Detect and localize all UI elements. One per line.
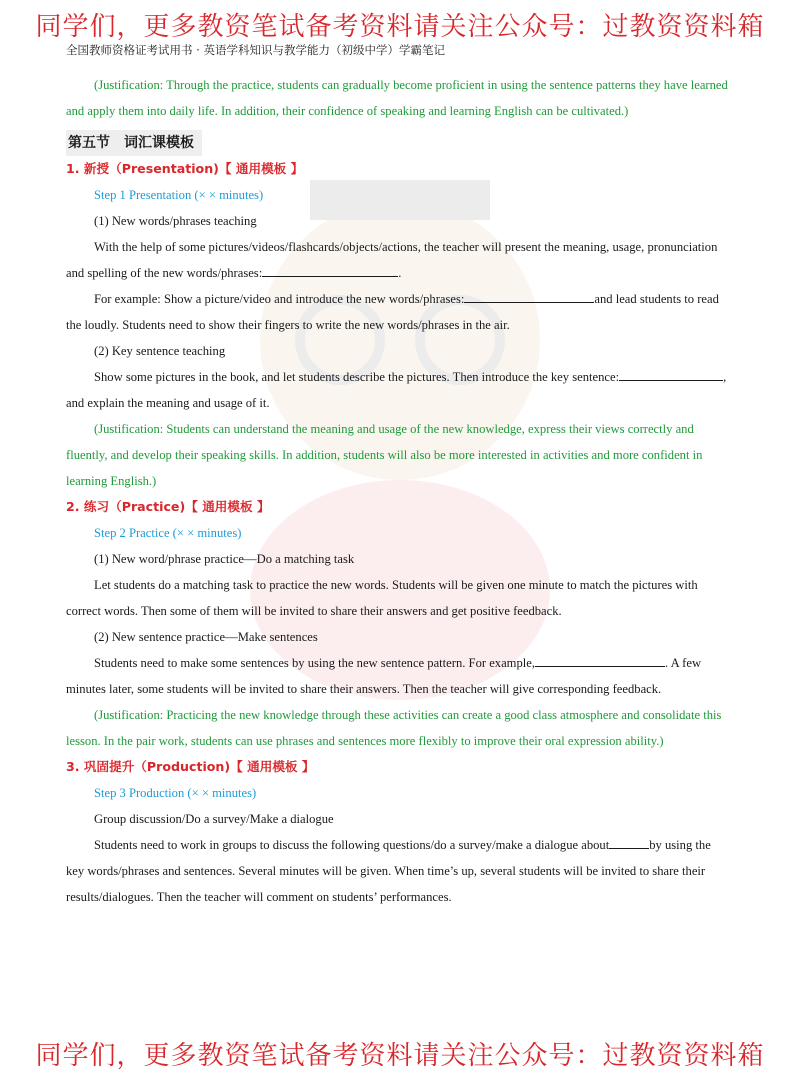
- promo-banner-bottom: 同学们，更多教资笔试备考资料请关注公众号：过教资资料箱: [35, 1041, 765, 1071]
- promo-banner-top: 同学们，更多教资笔试备考资料请关注公众号：过教资资料箱: [35, 12, 765, 42]
- key-sentence-subheading: (2) Key sentence teaching: [94, 344, 226, 358]
- production-subheading: Group discussion/Do a survey/Make a dialogue: [94, 812, 334, 826]
- practice-paragraph-2: [66, 650, 732, 702]
- presentation-paragraph-1: With the help of some pictures/videos/flashcards/objects/actions, the teacher will present the meaning, usage, pronunciation and spelling of the new words/phrases: .: [66, 240, 718, 280]
- answer-blank: [619, 366, 723, 381]
- production-heading: 3. 巩固提升（Production)【 通用模板 】: [66, 759, 315, 774]
- practice-text-2b: . A few minutes later, some students will be invited to share their answers. Then the teacher will give corresponding feedback.: [66, 656, 702, 696]
- presentation-text-3a: Show some pictures in the book, and let students describe the pictures. Then introduce the key sentence:: [94, 370, 620, 384]
- presentation-text-2a: For example: Show a picture/video and introduce the new words/phrases:: [94, 292, 465, 306]
- practice-justification: (Justification: Practicing the new knowledge through these activities can create a good class atmosphere and consolidate this lesson. In the pair work, students can use phrases and sentences more flexibly to improve their oral expression ability.): [66, 708, 722, 748]
- production-text-1b: by using the key words/phrases and sentences. Several minutes will be given. When time’s up, several students will be invited to share their results/dialogues. Then the teacher will comment on students’ performances.: [66, 838, 711, 904]
- production-text-1a: Students need to work in groups to discuss the following questions/do a survey/make a dialogue about: [94, 838, 610, 852]
- new-words-subheading: (1) New words/phrases teaching: [94, 214, 257, 228]
- step2-label: Step 2 Practice (× × minutes): [94, 526, 242, 540]
- presentation-heading: 1. 新授（Presentation)【 通用模板 】: [66, 161, 304, 176]
- document-body: [66, 72, 732, 910]
- presentation-text-2b: and lead students to read the loudly. Students need to show their fingers to write the new words/phrases in the air.: [66, 292, 719, 332]
- matching-subheading: (1) New word/phrase practice—Do a matching task: [94, 552, 355, 566]
- practice-text-2a: Students need to make some sentences by using the new sentence pattern. For example,: [94, 656, 536, 670]
- presentation-text-1: With the help of some pictures/videos/flashcards/objects/actions, the teacher will present the meaning, usage, pronunciation and spelling of the new words/phrases:: [66, 240, 718, 280]
- presentation-paragraph-3: [66, 364, 732, 416]
- answer-blank: [262, 262, 398, 277]
- presentation-paragraph-2: [66, 286, 732, 338]
- step1-label: Step 1 Presentation (× × minutes): [94, 188, 264, 202]
- section-title: 第五节 词汇课模板: [66, 130, 202, 156]
- practice-heading: 2. 练习（Practice)【 通用模板 】: [66, 499, 270, 514]
- answer-blank: [609, 834, 649, 849]
- presentation-justification: (Justification: Students can understand the meaning and usage of the new knowledge, express their views correctly and fluently, and develop their speaking skills. In addition, students will also be more interested in activities and more confident in learning English.): [66, 422, 703, 488]
- book-subheader: 全国教师资格证考试用书 · 英语学科知识与教学能力（初级中学）学霸笔记: [66, 43, 445, 57]
- production-paragraph-1: [66, 832, 732, 910]
- answer-blank: [535, 652, 665, 667]
- sentences-subheading: (2) New sentence practice—Make sentences: [94, 630, 318, 644]
- answer-blank: [464, 288, 594, 303]
- presentation-text-3b: , and explain the meaning and usage of it.: [66, 370, 727, 410]
- intro-justification: (Justification: Through the practice, students can gradually become proficient in using the sentence patterns they have learned and apply them into daily life. In addition, their confidence of speaking and learning English can be cultivated.): [66, 78, 728, 118]
- practice-paragraph-1: Let students do a matching task to practice the new words. Students will be given one minute to match the pictures with correct words. Then some of them will be invited to share their answers and get positive feedback.: [66, 578, 698, 618]
- step3-label: Step 3 Production (× × minutes): [94, 786, 257, 800]
